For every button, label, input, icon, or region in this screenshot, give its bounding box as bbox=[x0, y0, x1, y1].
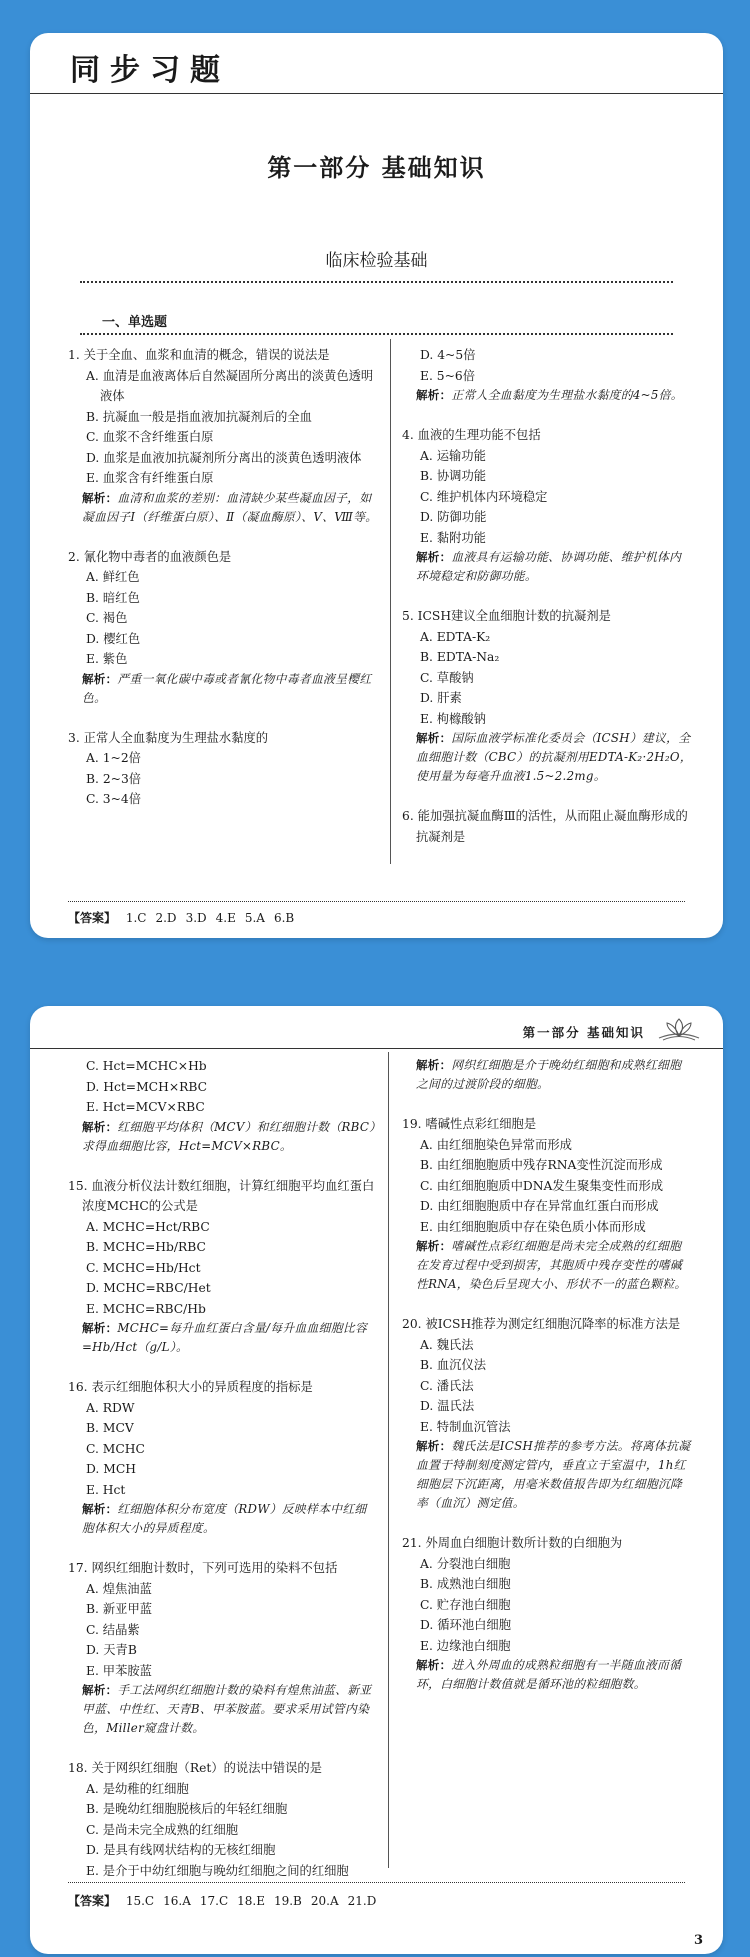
answer-option: C. 草酸钠 bbox=[420, 670, 474, 685]
explanation-label: 解析： bbox=[82, 1321, 118, 1335]
answer-option: B. 2~3倍 bbox=[86, 771, 142, 786]
explanation-text: 嗜碱性点彩红细胞是尚未完全成熟的红细胞在发育过程中受到损害，其胞质中残存变性的嗜碱性RNA，染色后呈现大小、形状不一的蓝色颗粒。 bbox=[416, 1239, 687, 1291]
answer-item: 17.C bbox=[199, 1894, 229, 1908]
answer-option: D. 4~5倍 bbox=[420, 348, 476, 362]
question-block bbox=[68, 728, 378, 810]
answer-option: E. Hct bbox=[86, 1482, 126, 1497]
explanation bbox=[402, 386, 692, 405]
dotted-rule bbox=[80, 281, 673, 283]
answer-option: E. 由红细胞胞质中存在染色质小体而形成 bbox=[420, 1219, 646, 1234]
answer-item: 18.E bbox=[237, 1894, 265, 1908]
question-block bbox=[402, 345, 692, 405]
explanation bbox=[68, 1681, 376, 1738]
question-block bbox=[68, 1377, 376, 1538]
question-block bbox=[68, 1056, 376, 1156]
answer-option: B. 协调功能 bbox=[420, 469, 487, 483]
question-block bbox=[402, 425, 692, 586]
answer-option: D. 樱红色 bbox=[86, 631, 141, 646]
question-gap bbox=[402, 1302, 692, 1314]
answer-option: B. MCHC=Hb/RBC bbox=[86, 1240, 206, 1254]
answer-option: E. MCHC=RBC/Hb bbox=[86, 1301, 206, 1316]
explanation-label: 解析： bbox=[82, 671, 118, 686]
answer-option: A. 鲜红色 bbox=[86, 570, 140, 584]
answer-option: D. 是具有线网状结构的无核红细胞 bbox=[86, 1843, 276, 1857]
answer-option: A. 魏氏法 bbox=[420, 1337, 474, 1352]
question-stem: 20. 被ICSH推荐为测定红细胞沉降率的标准方法是 bbox=[402, 1317, 681, 1331]
answer-option: C. 3~4倍 bbox=[86, 792, 142, 806]
dotted-rule bbox=[68, 901, 685, 902]
answer-item: 3.D bbox=[185, 911, 207, 925]
answer-option: D. 血浆是血液加抗凝剂所分离出的淡黄色透明液体 bbox=[86, 450, 362, 465]
explanation-label: 解析： bbox=[416, 388, 452, 402]
question-stem: 16. 表示红细胞体积大小的异质程度的指标是 bbox=[68, 1380, 313, 1394]
explanation-text: 魏氏法是ICSH推荐的参考方法。将离体抗凝血置于特制刻度测定管内，垂直立于室温中，1h红细胞层下沉距离，用毫米数值报告即为红细胞沉降率（血沉）测定值。 bbox=[416, 1439, 691, 1510]
answer-option: A. 1~2倍 bbox=[86, 751, 141, 765]
section-heading: 一、单选题 bbox=[102, 315, 168, 330]
answer-option: E. Hct=MCV×RBC bbox=[86, 1100, 205, 1114]
right-column bbox=[402, 1056, 692, 1702]
right-column bbox=[402, 345, 692, 855]
question-block bbox=[402, 806, 692, 847]
answer-option: A. MCHC=Hct/RBC bbox=[86, 1219, 210, 1234]
question-gap bbox=[68, 716, 378, 728]
answer-item: 5.A bbox=[244, 911, 265, 925]
question-stem: 2. 氰化物中毒者的血液颜色是 bbox=[68, 549, 232, 564]
answer-option: E. 枸橼酸钠 bbox=[420, 711, 486, 726]
question-gap bbox=[68, 535, 378, 547]
explanation-text: 国际血液学标准化委员会（ICSH）建议，全血细胞计数（CBC）的抗凝剂用EDTA-K₂·2H₂O，使用量为每毫升血液1.5~2.2mg。 bbox=[416, 731, 692, 783]
question-gap bbox=[402, 594, 692, 606]
answer-option: E. 5~6倍 bbox=[420, 368, 476, 383]
answer-item: 4.E bbox=[215, 911, 236, 925]
part-title: 第一部分 基础知识 bbox=[267, 154, 486, 182]
question-stem: 17. 网织红细胞计数时，下列可选用的染料不包括 bbox=[68, 1561, 338, 1575]
explanation-text: 严重一氧化碳中毒或者氰化物中毒者血液呈樱红色。 bbox=[82, 671, 372, 705]
page-number: 3 bbox=[693, 1933, 703, 1948]
question-stem: 15. 血液分析仪法计数红细胞，计算红细胞平均血红蛋白浓度MCHC的公式是 bbox=[68, 1178, 375, 1213]
answer-option: D. MCH bbox=[86, 1462, 136, 1476]
explanation bbox=[68, 670, 378, 708]
answer-option: E. 甲苯胺蓝 bbox=[86, 1663, 152, 1678]
explanation-text: 网织红细胞是介于晚幼红细胞和成熟红细胞之间的过渡阶段的细胞。 bbox=[416, 1058, 682, 1091]
answer-option: E. 紫色 bbox=[86, 652, 128, 666]
answer-option: D. 由红细胞胞质中存在异常血红蛋白而形成 bbox=[420, 1199, 659, 1213]
page-two bbox=[30, 1006, 723, 1954]
answer-option: A. 分裂池白细胞 bbox=[420, 1556, 511, 1571]
answer-option: B. MCV bbox=[86, 1421, 134, 1435]
answer-option: E. 边缘池白细胞 bbox=[420, 1638, 511, 1653]
question-stem: 5. ICSH建议全血细胞计数的抗凝剂是 bbox=[402, 609, 611, 623]
answer-option: C. 贮存池白细胞 bbox=[420, 1597, 511, 1612]
explanation bbox=[402, 548, 692, 586]
question-stem: 1. 关于全血、血浆和血清的概念，错误的说法是 bbox=[68, 348, 330, 362]
question-block bbox=[68, 547, 378, 708]
header-rule bbox=[30, 93, 723, 94]
explanation bbox=[402, 1237, 692, 1294]
answer-item: 19.B bbox=[273, 1894, 302, 1908]
question-stem: 4. 血液的生理功能不包括 bbox=[402, 428, 541, 442]
answer-option: D. 肝素 bbox=[420, 691, 462, 705]
left-column bbox=[68, 345, 378, 818]
column-divider bbox=[388, 1052, 389, 1868]
answer-item: 2.D bbox=[155, 911, 177, 925]
answer-item: 1.C bbox=[125, 911, 147, 925]
question-gap bbox=[68, 1546, 376, 1558]
explanation-label: 解析： bbox=[82, 1119, 118, 1134]
explanation bbox=[68, 1118, 376, 1156]
question-gap bbox=[402, 413, 692, 425]
question-block bbox=[68, 1176, 376, 1358]
answer-option: B. 由红细胞胞质中残存RNA变性沉淀而形成 bbox=[420, 1158, 663, 1172]
question-block bbox=[402, 1314, 692, 1513]
answer-option: C. MCHC bbox=[86, 1441, 145, 1456]
question-block bbox=[402, 1114, 692, 1294]
answer-key bbox=[68, 909, 303, 926]
question-gap bbox=[68, 1365, 376, 1377]
answer-option: E. 是介于中幼红细胞与晚幼红细胞之间的红细胞 bbox=[86, 1863, 349, 1878]
explanation-text: 血清和血浆的差别：血清缺少某些凝血因子，如凝血因子Ⅰ（纤维蛋白原）、Ⅱ（凝血酶原）、Ⅴ、Ⅷ等。 bbox=[82, 490, 378, 524]
question-stem: 21. 外周血白细胞计数所计数的白细胞为 bbox=[402, 1536, 623, 1550]
explanation-text: 手工法网织红细胞计数的染料有煌焦油蓝、新亚甲蓝、中性红、天青B、甲苯胺蓝。要求采用试管内染色，Miller窥盘计数。 bbox=[82, 1683, 372, 1735]
explanation bbox=[402, 1656, 692, 1694]
answer-option: C. 潘氏法 bbox=[420, 1378, 474, 1393]
answer-option: C. 血浆不含纤维蛋白原 bbox=[86, 430, 214, 444]
explanation-label: 解析： bbox=[416, 1658, 452, 1672]
explanation-text: 红细胞平均体积（MCV）和红细胞计数（RBC）求得血细胞比容，Hct=MCV×RBC。 bbox=[82, 1119, 376, 1153]
answer-option: D. Hct=MCH×RBC bbox=[86, 1079, 208, 1094]
answer-option: A. 血清是血液离体后自然凝固所分离出的淡黄色透明液体 bbox=[86, 368, 374, 403]
running-head: 第一部分 基础知识 bbox=[522, 1025, 645, 1040]
answer-option: A. 由红细胞染色异常而形成 bbox=[420, 1137, 572, 1152]
answer-option: A. EDTA-K₂ bbox=[420, 629, 491, 644]
answer-key bbox=[68, 1892, 385, 1909]
explanation-label: 解析： bbox=[82, 490, 118, 505]
page-header: 同步习题 bbox=[70, 53, 230, 88]
header-rule bbox=[30, 1048, 723, 1049]
question-block bbox=[402, 1056, 692, 1094]
explanation-label: 解析： bbox=[416, 1239, 452, 1253]
question-gap bbox=[402, 1521, 692, 1533]
question-gap bbox=[68, 1164, 376, 1176]
question-stem: 6. 能加强抗凝血酶Ⅲ的活性，从而阻止凝血酶形成的抗凝剂是 bbox=[402, 809, 688, 844]
question-stem: 19. 嗜碱性点彩红细胞是 bbox=[402, 1117, 537, 1131]
answer-option: D. 循环池白细胞 bbox=[420, 1618, 512, 1632]
answer-item: 20.A bbox=[310, 1894, 339, 1908]
dotted-rule bbox=[80, 333, 673, 335]
explanation-label: 解析： bbox=[416, 1439, 452, 1453]
answer-item: 15.C bbox=[125, 1894, 155, 1908]
explanation bbox=[68, 489, 378, 527]
question-stem: 3. 正常人全血黏度为生理盐水黏度的 bbox=[68, 730, 269, 745]
answer-option: C. Hct=MCHC×Hb bbox=[86, 1059, 207, 1073]
explanation bbox=[402, 729, 692, 786]
chapter-title: 临床检验基础 bbox=[325, 251, 428, 271]
answer-option: C. 结晶紫 bbox=[86, 1622, 140, 1637]
answer-option: B. 成熟池白细胞 bbox=[420, 1577, 511, 1591]
answer-option: D. MCHC=RBC/Het bbox=[86, 1281, 211, 1295]
answer-option: D. 天青B bbox=[86, 1643, 137, 1657]
explanation-label: 解析： bbox=[416, 1058, 452, 1072]
answer-option: B. 新亚甲蓝 bbox=[86, 1602, 153, 1616]
page-one bbox=[30, 33, 723, 938]
question-gap bbox=[402, 794, 692, 806]
answer-option: E. 血浆含有纤维蛋白原 bbox=[86, 471, 214, 485]
answer-item: 21.D bbox=[347, 1894, 377, 1908]
answer-key-label: 【答案】 bbox=[68, 911, 117, 925]
answer-item: 16.A bbox=[163, 1894, 191, 1908]
dotted-rule bbox=[68, 1882, 685, 1883]
answer-option: A. 是幼稚的红细胞 bbox=[86, 1781, 189, 1796]
explanation bbox=[68, 1319, 376, 1357]
explanation-label: 解析： bbox=[416, 550, 452, 564]
answer-option: B. 血沉仪法 bbox=[420, 1358, 487, 1372]
explanation-label: 解析： bbox=[82, 1683, 118, 1697]
answer-option: C. MCHC=Hb/Hct bbox=[86, 1260, 201, 1275]
question-block bbox=[68, 345, 378, 527]
answer-option: C. 是尚未完全成熟的红细胞 bbox=[86, 1822, 239, 1837]
answer-option: B. 抗凝血一般是指血液加抗凝剂后的全血 bbox=[86, 409, 312, 424]
explanation-text: 正常人全血黏度为生理盐水黏度的4~5倍。 bbox=[451, 388, 683, 402]
question-block bbox=[402, 1533, 692, 1694]
question-block bbox=[68, 1758, 376, 1881]
answer-item: 6.B bbox=[273, 911, 295, 925]
question-stem: 18. 关于网织红细胞（Ret）的说法中错误的是 bbox=[68, 1761, 322, 1775]
answer-option: C. 褐色 bbox=[86, 611, 128, 625]
answer-option: D. 温氏法 bbox=[420, 1399, 475, 1413]
explanation-label: 解析： bbox=[416, 731, 452, 745]
explanation-label: 解析： bbox=[82, 1502, 118, 1516]
column-divider bbox=[390, 339, 391, 864]
question-block bbox=[402, 606, 692, 786]
answer-option: D. 防御功能 bbox=[420, 510, 487, 524]
explanation bbox=[402, 1056, 692, 1094]
left-column bbox=[68, 1056, 376, 1889]
answer-option: B. 是晚幼红细胞脱核后的年轻红细胞 bbox=[86, 1802, 288, 1816]
book-lotus-icon bbox=[655, 1016, 703, 1044]
question-gap bbox=[68, 1746, 376, 1758]
question-gap bbox=[402, 1102, 692, 1114]
explanation-text: MCHC=每升血红蛋白含量/每升血血细胞比容=Hb/Hct（g/L）。 bbox=[82, 1321, 368, 1354]
explanation bbox=[68, 1500, 376, 1538]
explanation-text: 红细胞体积分布宽度（RDW）反映样本中红细胞体积大小的异质程度。 bbox=[82, 1502, 367, 1535]
answer-key-label: 【答案】 bbox=[68, 1894, 117, 1908]
answer-option: A. 运输功能 bbox=[420, 448, 486, 463]
answer-option: A. RDW bbox=[86, 1400, 135, 1415]
answer-option: B. EDTA-Na₂ bbox=[420, 650, 500, 664]
answer-option: B. 暗红色 bbox=[86, 590, 140, 605]
answer-option: A. 煌焦油蓝 bbox=[86, 1581, 152, 1596]
answer-option: C. 维护机体内环境稳定 bbox=[420, 489, 548, 504]
answer-option: C. 由红细胞胞质中DNA发生聚集变性而形成 bbox=[420, 1178, 664, 1193]
answer-option: E. 黏附功能 bbox=[420, 530, 486, 545]
explanation bbox=[402, 1437, 692, 1513]
explanation-text: 血液具有运输功能、协调功能、维护机体内环境稳定和防御功能。 bbox=[416, 550, 682, 583]
explanation-text: 进入外周血的成熟粒细胞有一半随血液而循环，白细胞计数值就是循环池的粒细胞数。 bbox=[416, 1658, 682, 1691]
answer-option: E. 特制血沉管法 bbox=[420, 1419, 511, 1434]
question-block bbox=[68, 1558, 376, 1738]
